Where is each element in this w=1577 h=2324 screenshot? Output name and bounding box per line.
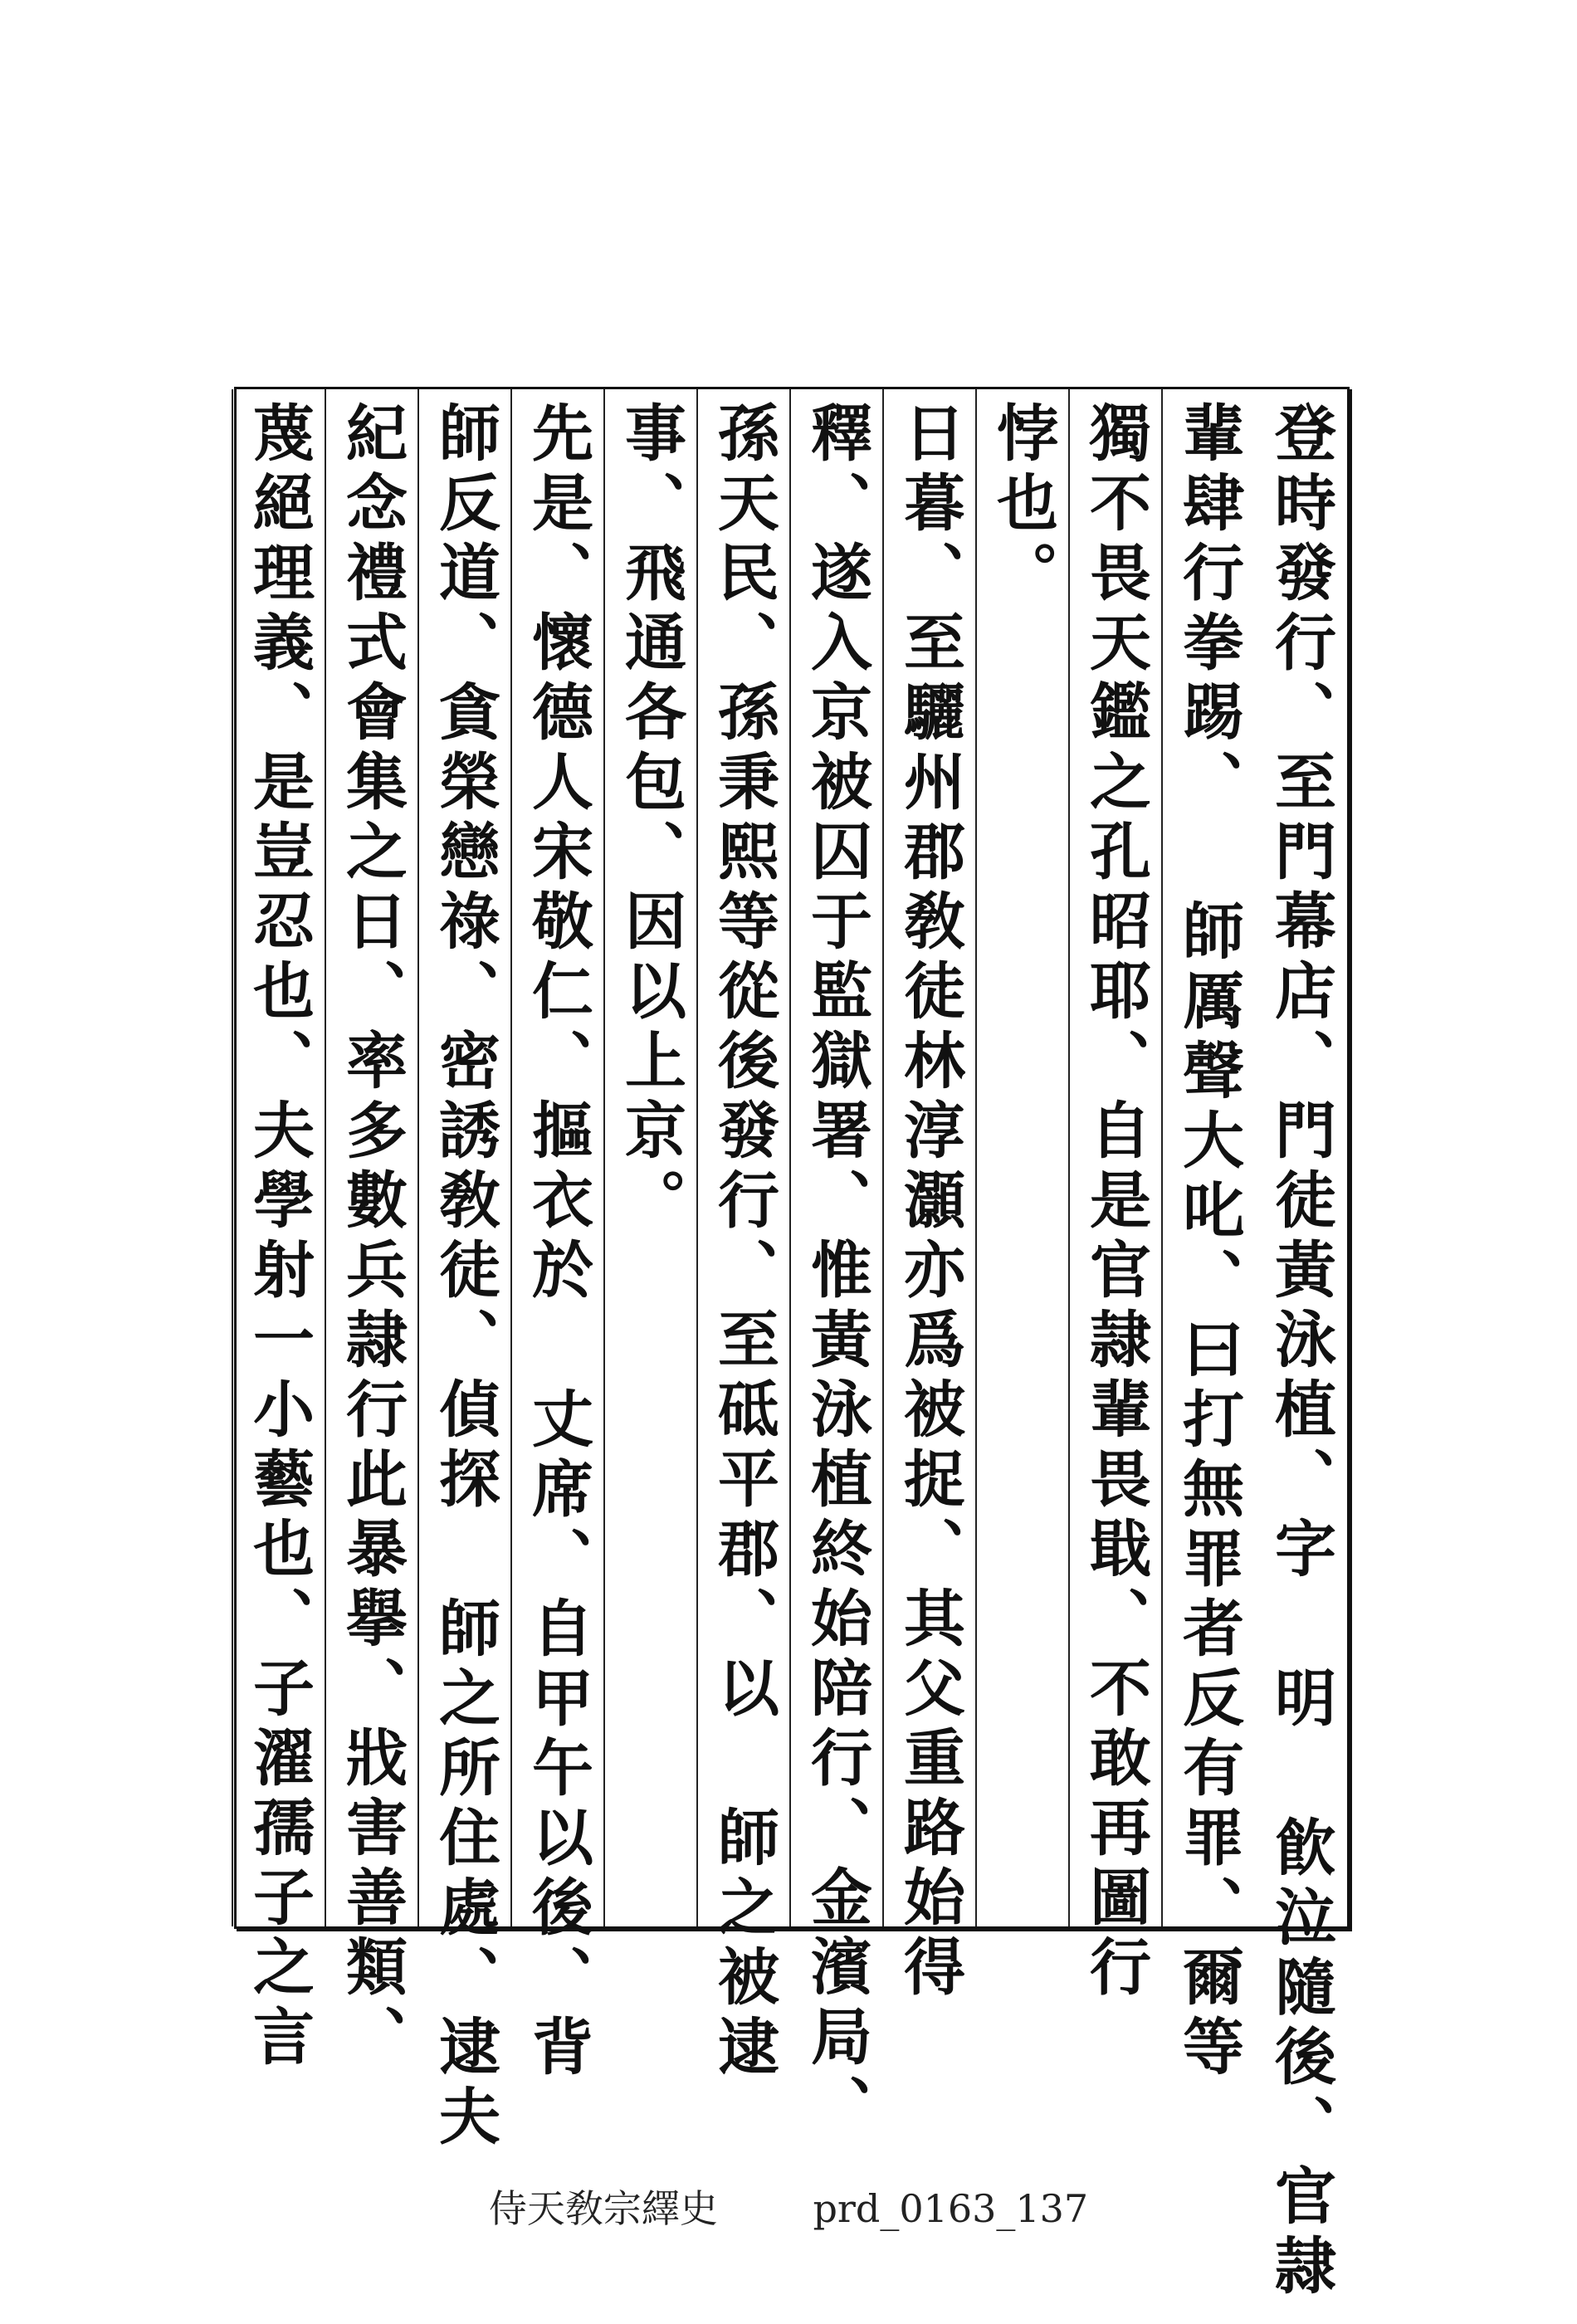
page-id: prd_0163_137 — [813, 2186, 1089, 2231]
column-text: 蔑絕理義、是豈忍也、夫學射一小藝也、子濯孺子之言 — [243, 401, 315, 2074]
column-text: 事、飛通各包、因以上京。 — [615, 401, 686, 1238]
text-column — [417, 389, 510, 2154]
text-column — [1254, 389, 1347, 2303]
text-column — [510, 389, 603, 2084]
text-column — [882, 389, 975, 2004]
page-footer — [0, 2179, 1577, 2234]
text-column — [1161, 389, 1254, 2084]
text-column — [325, 389, 417, 2074]
column-text: 先是、懷德人宋敬仁、摳衣於 丈席、自甲午以後、背 — [522, 401, 593, 2084]
column-text: 悖也。 — [987, 401, 1058, 610]
column-text: 登時發行、至門幕店、門徒黃泳植、字 明 飮泣隨後、官隷 — [1265, 401, 1336, 2303]
text-column — [1068, 389, 1161, 2004]
book-title: 侍天敎宗繹史 — [488, 2186, 718, 2231]
text-column — [696, 389, 789, 2084]
text-column — [603, 389, 696, 1926]
column-text: 日暮、至驪州郡敎徒林淳灝亦爲被捉、其父重路始得 — [894, 401, 965, 2004]
column-text: 紀念禮式會集之日、率多數兵隷行此暴擧、戕害善類、 — [336, 401, 408, 2074]
text-column — [789, 389, 882, 2144]
column-text: 釋、遂入京被囚于監獄署、惟黃泳植終始陪行、金濱局、 — [801, 401, 872, 2144]
column-text: 獨不畏天鑑之孔昭耶、自是官隷輩畏戢、不敢再圖行 — [1080, 401, 1151, 2004]
text-column — [975, 389, 1068, 1926]
text-column — [232, 389, 325, 2074]
column-text: 輩肆行拳踢、 師厲聲大叱、曰打無罪者反有罪、爾等 — [1173, 401, 1244, 2084]
column-text: 師反道、貪榮戀祿、密誘敎徒、偵探 師之所住處、逮夫 — [429, 401, 500, 2154]
column-text: 孫天民、孫秉熙等從後發行、至砥平郡、以 師之被逮 — [708, 401, 779, 2084]
